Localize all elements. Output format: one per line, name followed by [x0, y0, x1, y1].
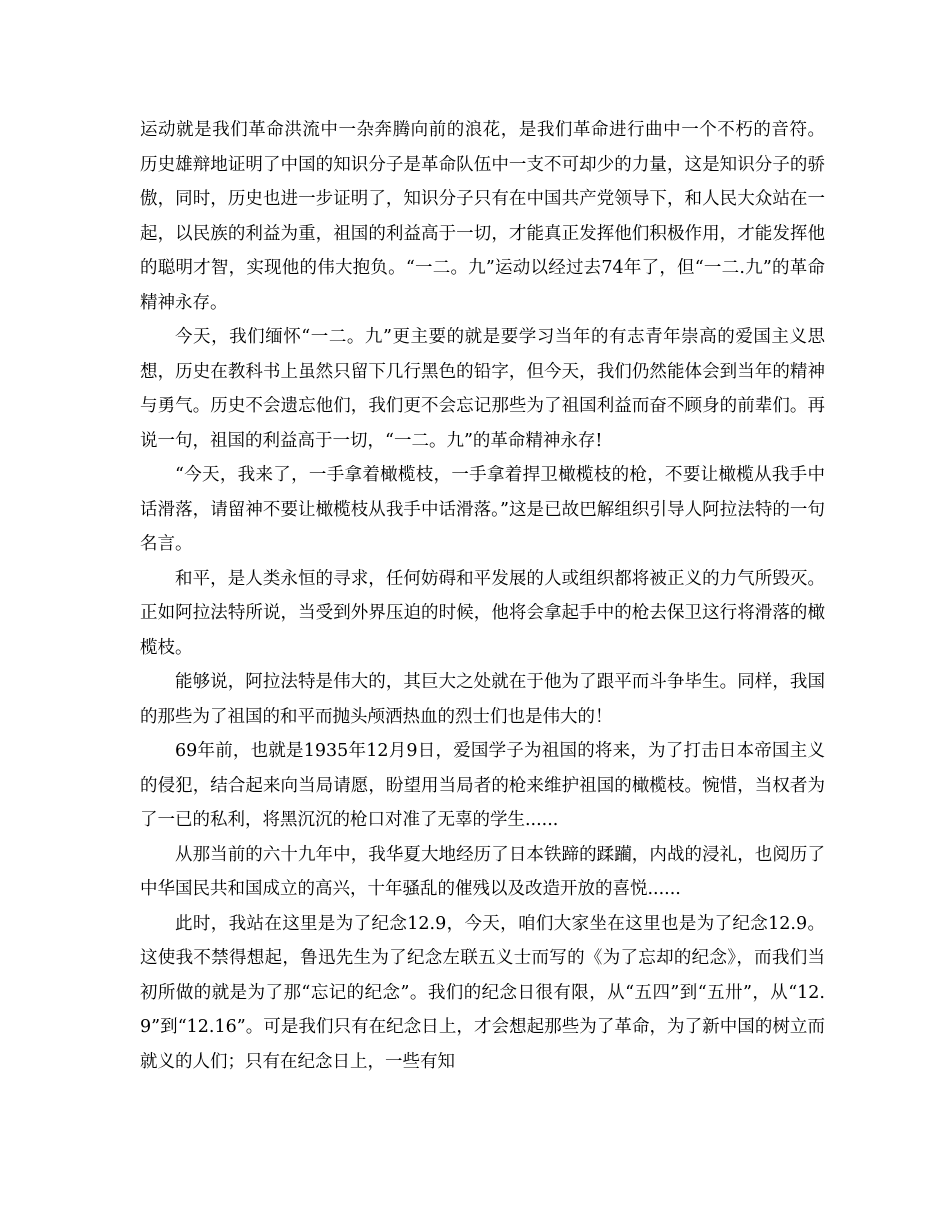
paragraph-8: 此时，我站在这里是为了纪念12.9，今天，咱们大家坐在这里也是为了纪念12.9。这使我不禁得想起，鲁迅先生为了纪念左联五义士而写的《为了忘却的纪念》，而我们当初所做的就是为了那“忘记的纪念”。我们的纪念日很有限，从“五四”到“五卅”，从“12.9”到“12.16”。可是我们只有在纪念日上，才会想起那些为了革命，为了新中国的树立而就义的人们；只有在纪念日上，一些有知	[140, 913, 825, 1072]
paragraph-2: 今天，我们缅怀“一二。九”更主要的就是要学习当年的有志青年崇高的爱国主义思想，历史在教科书上虽然只留下几行黑色的铅字，但今天，我们仍然能体会到当年的精神与勇气。历史不会遗忘他们，我们更不会忘记那些为了祖国利益而奋不顾身的前辈们。再说一句，祖国的利益高于一切，“一二。九”的革命精神永存!	[140, 327, 825, 451]
paragraph-6: 69年前，也就是1935年12月9日，爱国学子为祖国的将来，为了打击日本帝国主义的侵犯，结合起来向当局请愿，盼望用当局者的枪来维护祖国的橄榄枝。惋惜，当权者为了一已的私利，将黑沉沉的枪口对准了无辜的学生......	[140, 741, 825, 830]
paragraph-7: 从那当前的六十九年中，我华夏大地经历了日本铁蹄的蹂躏，内战的浸礼，也阅历了中华国民共和国成立的高兴，十年骚乱的催残以及改造开放的喜悦......	[140, 844, 825, 899]
paragraph-5: 能够说，阿拉法特是伟大的，其巨大之处就在于他为了跟平而斗争毕生。同样，我国的那些为了祖国的和平而抛头颅洒热血的烈士们也是伟大的！	[140, 672, 825, 727]
document-body	[140, 113, 825, 1079]
paragraph-3: “今天，我来了，一手拿着橄榄枝，一手拿着捍卫橄榄枝的枪，不要让橄榄从我手中话滑落，请留神不要让橄榄枝从我手中话滑落。”这是已故巴解组织引导人阿拉法特的一句名言。	[140, 465, 825, 554]
paragraph-1: 运动就是我们革命洪流中一杂奔腾向前的浪花，是我们革命进行曲中一个不朽的音符。 历史雄辩地证明了中国的知识分子是革命队伍中一支不可却少的力量，这是知识分子的骄傲，同时，历史也进一步证明了，知识分子只有在中国共产党领导下，和人民大众站在一起，以民族的利益为重，祖国的利益高于一切，才能真正发挥他们积极作用，才能发挥他的聪明才智，实现他的伟大抱负。“一二。九”运动以经过去74年了，但“一二.九”的革命精神永存。	[140, 120, 825, 313]
paragraph-4: 和平，是人类永恒的寻求，任何妨碍和平发展的人或组织都将被正义的力气所毁灭。正如阿拉法特所说，当受到外界压迫的时候，他将会拿起手中的枪去保卫这行将滑落的橄榄枝。	[140, 568, 825, 658]
